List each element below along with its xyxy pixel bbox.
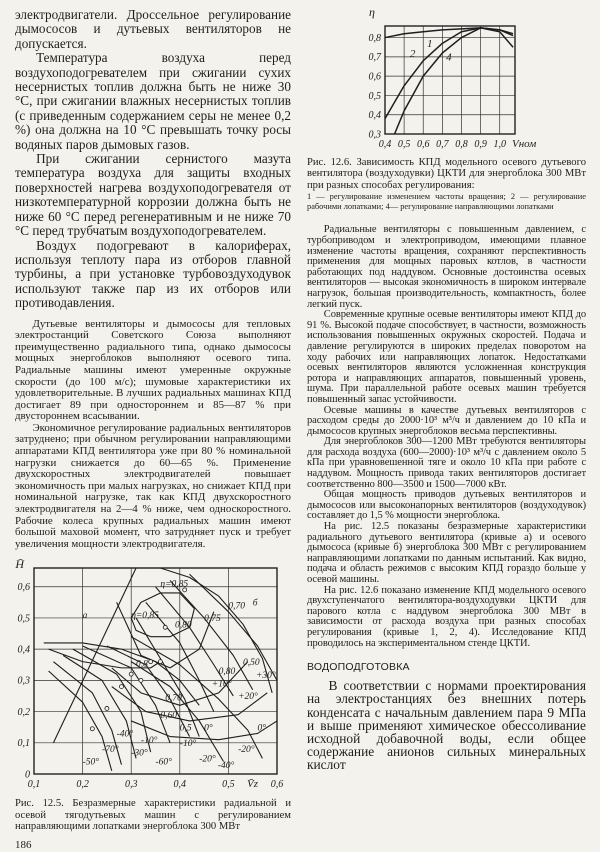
curve-annotation: 0°: [204, 723, 213, 734]
curve-annotation: 0°: [257, 723, 267, 734]
paragraph: Для энергоблоков 300—1200 МВт требуются вентиляторы для расхода воздуха (600—2000)·10³ м³/ч с давлением около 5 кПа при уравновешенной тяге и около 10 кПа при работе с наддувом. Мощность привода таких вентиляторов достигает соответственно 800—3500 и 1500—7000 кВт.: [307, 436, 586, 490]
series-curve: [395, 28, 514, 134]
x-axis-label: Vном: [512, 138, 537, 150]
y-tick-label: 0,6: [17, 582, 30, 594]
curve-label: 1: [427, 38, 433, 51]
paragraph: Температура воздуха перед воздухоподогревателем при сжигании сухих несернистых топлив должна быть не ниже 30 °С, при сжигании влажных несернистых топлив (с приведенным содержанием серы не менее 0,2 %) она должна на 10 °С превышать точку росы водяных паров дымовых газов.: [15, 50, 291, 152]
paragraph: Экономичное регулирование радиальных вентиляторов затруднено; при обычном регулировании направляющими аппаратами КПД вентилятора уже при 80 % номинальной нагрузки снижается до 60—65 %. Применение двухскоростных электродвигателей повышает экономичность при малых нагрузках, но снижает КПД при номинальной нагрузке, так как КПД двухскоростного электродвигателя на 2—4 % ниже, чем односкоростного. Рабочие колеса крупных радиальных машин имеют большой маховой момент, что затрудняет пуск и требует увеличения мощности электродвигателя.: [15, 421, 291, 550]
left-column: [15, 8, 291, 852]
figure-12-6-chart: [350, 2, 550, 154]
section-heading: ВОДОПОДГОТОВКА: [307, 661, 410, 674]
y-tick-label: 0,7: [368, 52, 381, 64]
series-curve: [83, 646, 170, 743]
data-point-marker: [158, 660, 162, 664]
x-axis-label: V̄z: [247, 778, 258, 791]
section-text: [307, 679, 586, 771]
paragraph: Дутьевые вентиляторы и дымососы для тепловых электростанций Советского Союза выполняют преимущественно радиального типа, однако дымососы мощных энергоблоков выполняют осевого типа. Радиальные машины имеют умеренные окружные скорости (до 100 м/с); шумовые характеристики их удовлетворительные. В лучших радиальных машинах КПД достигает 89 при одностороннем и 85—87 % при двустороннем всасывании.: [15, 317, 291, 423]
curve-annotation: -40°: [116, 729, 134, 740]
left-main-text: [15, 8, 291, 311]
data-point-marker: [149, 660, 153, 664]
curve-annotation: 0,8: [136, 659, 148, 670]
figure-12-6-caption: Рис. 12.6. Зависимость КПД модельного осевого дутьевого вентилятора (воздуходувки) ЦКТИ для энергоблока 300 МВт при разных способах регулирования:: [307, 157, 586, 191]
y-tick-label: 0,3: [368, 129, 381, 141]
curve-annotation: 0,60: [160, 711, 177, 722]
paragraph: Общая мощность приводов дутьевых вентиляторов и дымососов или высоконапорных вентиляторов (воздуходувок) составляет до 1,5 % мощности энергоблока.: [307, 489, 586, 522]
curve-annotation: -10°: [179, 739, 197, 750]
curve-annotation: +30°: [256, 671, 276, 682]
right-column: [307, 2, 586, 772]
paragraph: На рис. 12.5 показаны безразмерные характеристики радиального дутьевого вентилятора (кривые а) и осевого дымососа (кривые б) энергоблока 300 МВт с регулированием направляющими лопатками по данным испытаний. Как видно, подача и область режимов с высоким КПД гораздо больше у осевой машины.: [307, 521, 586, 585]
curve-annotation: -60°: [155, 758, 172, 769]
series-curve: [107, 646, 190, 737]
curve-annotation: -40°: [217, 761, 235, 772]
x-tick-label: 0,6: [416, 139, 430, 150]
x-tick-label: 0,3: [124, 779, 138, 791]
figure-12-5-chart: [0, 556, 290, 796]
y-tick-label: 0: [25, 769, 30, 781]
data-point-marker: [90, 727, 94, 731]
paragraph: Осевые машины в качестве дутьевых вентиляторов с расходом среды до 2000·10³ м³/ч и давлением до 10 кПа и дымососов крупных энергоблоков весьма перспективны.: [307, 404, 586, 437]
curve-annotation: а: [82, 611, 88, 622]
y-tick-label: 0,4: [368, 110, 381, 122]
plot-frame: [385, 26, 515, 134]
data-point-marker: [105, 707, 109, 711]
data-point-marker: [119, 685, 123, 689]
curve-annotation: 0,70: [165, 694, 182, 705]
paragraph: При сжигании сернистого мазута температура воздуха для защиты входных поверхностей нагрева воздухоподогревателя от низкотемпературной коррозии должна быть не ниже 60 °С перед регенеративным и не ниже 70 °С перед трубчатым воздухоподогревателем.: [15, 151, 291, 239]
series-curve: [170, 581, 253, 690]
curve-annotation: 0,80: [174, 620, 192, 631]
curve-annotation: -20°: [238, 745, 255, 756]
curve-annotation: б: [252, 598, 258, 609]
curve-annotation: η=0,85: [160, 580, 189, 591]
left-small-text: [15, 319, 291, 551]
curve-annotation: 0,5: [179, 723, 192, 734]
curve-annotation: -20°: [199, 754, 216, 765]
x-tick-label: 0,4: [173, 779, 187, 791]
x-tick-label: 0,8: [455, 139, 468, 150]
curve-annotation: 0,75: [204, 614, 221, 625]
figure-12-6-legend: 1 — регулирование изменением частоты вращения; 2 — регулирование рабочими лопатками; 4— регулирование направляющими лопатками: [307, 192, 586, 211]
data-point-marker: [163, 626, 167, 630]
curve-annotation: +20°: [238, 692, 258, 703]
paragraph: В соответствии с нормами проектирования на электростанциях без внешних потерь конденсата с начальным давлением пара 9 МПа и выше применяют химическое обессоливание исходной добавочной воды, если общее содержание анионов сильных минеральных кислот: [307, 678, 586, 773]
curve-annotation: -70°: [102, 745, 119, 756]
y-tick-label: 0,5: [368, 90, 381, 102]
curve-annotation: 0,80: [218, 667, 236, 678]
y-axis-label: η: [369, 5, 375, 19]
page-number: 186: [15, 838, 32, 851]
curve-annotation: η=0,85: [131, 611, 159, 622]
curve-annotation: -30°: [131, 748, 148, 759]
paragraph: Современные крупные осевые вентиляторы имеют КПД до 91 %. Высокой подаче способствует, в частности, возможность использования повышенных окружных скоростей. Подача и давление регулируются в широких пределах поворотом на ходу рабочих или направляющих лопаток. Недостатками осевых вентиляторов являются усложненная конструкция ротора и направляющих аппаратов, повышенный уровень, шума. При параллельной работе осевых машин требуется повышенный запас устойчивости.: [307, 309, 586, 405]
y-tick-label: 0,5: [17, 613, 30, 625]
curve-label: 4: [446, 51, 452, 64]
x-tick-label: 0,9: [474, 139, 487, 150]
y-tick-label: 0,6: [368, 71, 381, 83]
x-tick-label: 0,4: [378, 139, 392, 150]
y-tick-label: 0,8: [368, 32, 381, 44]
curve-annotation: 0,70: [228, 601, 246, 612]
data-point-marker: [139, 679, 143, 683]
paragraph: Воздух подогревают в калориферах, используя теплоту пара из отборов главной турбины, а при установке турбовоздуходувок используют также пар из их отборов или противодавления.: [15, 237, 291, 311]
x-tick-label: 0,5: [222, 779, 235, 791]
curve-annotation: 0,50: [242, 658, 260, 669]
right-small-text: [307, 225, 586, 649]
y-axis-label: H̄: [15, 557, 24, 572]
curve-annotation: -10°: [140, 736, 158, 747]
paragraph: Радиальные вентиляторы с повышенным давлением, с турбоприводом и электроприводом, имеющими плавное изменение частоты вращения, сохраняют перспективность применения для мощных паровых котлов, в частности работающих под наддувом. Основные достоинства осевых вентиляторов — высокая экономичность в широком интервале нагрузок, большая производительность, компактность, более легкий пуск.: [307, 224, 586, 310]
y-tick-label: 0,3: [17, 676, 30, 688]
x-tick-label: 0,5: [397, 139, 411, 150]
x-tick-label: 0,7: [436, 139, 449, 150]
paragraph: электродвигатели. Дроссельное регулирование дымососов и дутьевых вентиляторов не допускается.: [15, 7, 291, 51]
x-tick-label: 0,2: [76, 779, 89, 791]
y-tick-label: 0,4: [17, 644, 30, 656]
paragraph: На рис. 12.6 показано изменение КПД модельного осевого двухступенчатого вентилятора-воздуходувки ЦКТИ для парового котла с наддувом энергоблока 300 МВт в зависимости от расхода воздуха при разных способах регулирования (кривые 1, 2, 4). Исследование КПД проводилось на экспериментальном стенде ЦКТИ.: [307, 584, 586, 649]
curve-label: 2: [409, 47, 416, 60]
x-tick-label: 0,6: [270, 779, 284, 791]
y-tick-label: 0,1: [17, 738, 30, 750]
x-tick-label: 1,0: [493, 139, 506, 150]
curve-annotation: +10°: [211, 679, 232, 690]
x-tick-label: 0,1: [27, 779, 41, 791]
figure-12-5-caption: Рис. 12.5. Безразмерные характеристики радиальной и осевой тягодутьевых машин с регулированием направляющими лопатками энергоблока 300 МВт: [15, 798, 291, 833]
y-tick-label: 0,2: [17, 707, 30, 719]
data-point-marker: [129, 673, 133, 677]
curve-annotation: -50°: [82, 758, 100, 769]
